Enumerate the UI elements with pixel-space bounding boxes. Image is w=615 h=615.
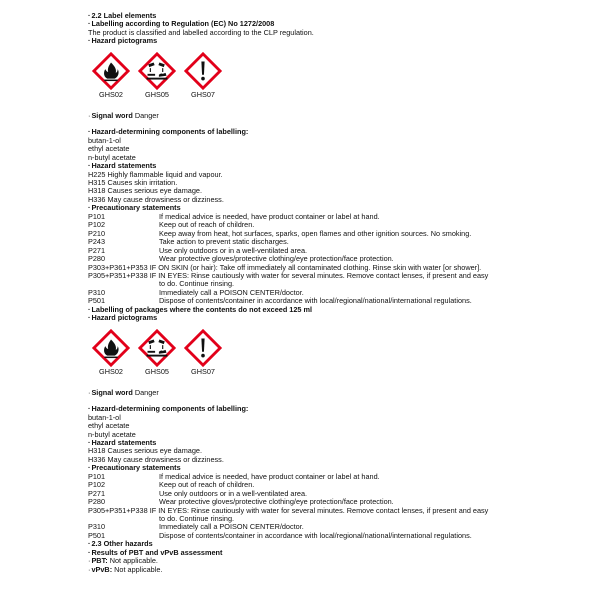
flame-icon	[92, 52, 130, 90]
section-heading-2-2: · 2.2 Label elements	[88, 12, 608, 20]
component-item: n-butyl acetate	[88, 429, 136, 439]
precautionary-text: IF IN EYES: Rinse cautiously with water for several minutes. Remove contact lenses, if present and easy	[149, 505, 489, 515]
pictogram-ghs02	[90, 329, 132, 377]
component-item: ethyl acetate	[88, 421, 130, 431]
labelling-heading: · Labelling according to Regulation (EC) No 1272/2008	[88, 20, 608, 28]
hazard-statement: H318 Causes serious eye damage.	[88, 186, 202, 196]
pictogram-code: GHS05	[145, 89, 169, 99]
precautionary-text: IF ON SKIN (or hair): Take off immediately all contaminated clothing. Rinse skin with water [or shower].	[149, 262, 482, 272]
exclamation-icon	[184, 329, 222, 367]
corrosion-icon	[138, 329, 176, 367]
precautionary-text: Dispose of contents/container in accordance with local/regional/national/international regulations.	[159, 296, 472, 306]
precautionary-text: Wear protective gloves/protective clothing/eye protection/face protection.	[159, 497, 394, 507]
pbt-label: PBT:	[91, 556, 108, 566]
precautionary-code: P101	[88, 211, 106, 221]
hazard-statement: H318 Causes serious eye damage.	[88, 446, 202, 456]
precautionary-row	[88, 532, 608, 540]
sds-page	[88, 12, 608, 574]
exclamation-icon	[184, 52, 222, 90]
pictogram-code: GHS07	[191, 89, 215, 99]
section-heading-2-3: · 2.3 Other hazards	[88, 540, 608, 548]
hazard-statement: H315 Causes skin irritation.	[88, 177, 178, 187]
hazard-heading: · Hazard statements	[88, 162, 608, 170]
precautionary-text: Keep away from heat, hot surfaces, sparks, open flames and other ignition sources. No smoking.	[159, 228, 472, 238]
precautionary-code: P101	[88, 471, 106, 481]
precautionary-code: P243	[88, 237, 106, 247]
small-packages-heading: · Labelling of packages where the contents do not exceed 125 ml	[88, 306, 608, 314]
corrosion-icon	[138, 52, 176, 90]
components-heading: · Hazard-determining components of labelling:	[88, 128, 608, 136]
vpvb-row	[88, 566, 608, 574]
precautionary-code: P305+P351+P338	[88, 270, 148, 280]
precautionary-code: P271	[88, 245, 106, 255]
precautionary-text: IF IN EYES: Rinse cautiously with water for several minutes. Remove contact lenses, if present and easy	[149, 270, 489, 280]
precautionary-code: P305+P351+P338	[88, 505, 148, 515]
precautionary-code: P501	[88, 296, 106, 306]
component-item: butan-1-ol	[88, 135, 121, 145]
hazard-heading: · Hazard statements	[88, 439, 608, 447]
precautionary-code: P280	[88, 497, 106, 507]
precautionary-continuation: to do. Continue rinsing.	[159, 279, 235, 289]
pictogram-ghs07	[182, 329, 224, 377]
pbt-assessment-heading: · Results of PBT and vPvB assessment	[88, 549, 608, 557]
precautionary-text: Wear protective gloves/protective clothing/eye protection/face protection.	[159, 254, 394, 264]
components-heading: · Hazard-determining components of labelling:	[88, 405, 608, 413]
hazard-statement: H336 May cause drowsiness or dizziness.	[88, 194, 224, 204]
pbt-row	[88, 557, 608, 565]
precautionary-text: Keep out of reach of children.	[159, 220, 255, 230]
signal-word	[88, 112, 608, 120]
precautionary-text: Keep out of reach of children.	[159, 480, 255, 490]
signal-word-label: Signal word	[91, 110, 133, 120]
pictogram-row	[90, 329, 608, 377]
precautionary-code: P501	[88, 530, 106, 540]
pictogram-ghs07	[182, 52, 224, 100]
component-item: butan-1-ol	[88, 412, 121, 422]
component-item: n-butyl acetate	[88, 152, 136, 162]
hazard-statement: H336 May cause drowsiness or dizziness.	[88, 454, 224, 464]
precautionary-text: Immediately call a POISON CENTER/doctor.	[159, 287, 304, 297]
pictogram-code: GHS02	[99, 89, 123, 99]
component-item: ethyl acetate	[88, 144, 130, 154]
pictogram-code: GHS07	[191, 366, 215, 376]
pictograms-heading: · Hazard pictograms	[88, 37, 608, 45]
pictogram-ghs05	[136, 52, 178, 100]
precautionary-continuation: to do. Continue rinsing.	[159, 514, 235, 524]
precautionary-text: If medical advice is needed, have product container or label at hand.	[159, 211, 380, 221]
precautionary-text: Use only outdoors or in a well-ventilated area.	[159, 488, 308, 498]
flame-icon	[92, 329, 130, 367]
signal-word-label: Signal word	[91, 387, 133, 397]
precautionary-code: P102	[88, 480, 106, 490]
precautionary-text: Use only outdoors or in a well-ventilated area.	[159, 245, 308, 255]
vpvb-value: Not applicable.	[114, 564, 163, 574]
hazard-statement: H225 Highly flammable liquid and vapour.	[88, 169, 223, 179]
precautionary-text: Immediately call a POISON CENTER/doctor.	[159, 522, 304, 532]
precautionary-code: P271	[88, 488, 106, 498]
precautionary-code: P210	[88, 228, 106, 238]
classified-text: The product is classified and labelled according to the CLP regulation.	[88, 27, 314, 37]
pictogram-code: GHS05	[145, 366, 169, 376]
pbt-value: Not applicable.	[109, 556, 158, 566]
signal-word-value: Danger	[134, 387, 159, 397]
pictogram-ghs02	[90, 52, 132, 100]
pictogram-code: GHS02	[99, 366, 123, 376]
signal-word	[88, 389, 608, 397]
precautionary-code: P310	[88, 522, 106, 532]
pictograms-heading: · Hazard pictograms	[88, 314, 608, 322]
vpvb-label: vPvB:	[91, 564, 113, 574]
pictogram-row	[90, 52, 608, 100]
precautionary-text: Take action to prevent static discharges.	[159, 237, 289, 247]
precautionary-code: P310	[88, 287, 106, 297]
signal-word-value: Danger	[134, 110, 159, 120]
precautionary-text: If medical advice is needed, have product container or label at hand.	[159, 471, 380, 481]
pictogram-ghs05	[136, 329, 178, 377]
precautionary-heading: · Precautionary statements	[88, 464, 608, 472]
precautionary-code: P102	[88, 220, 106, 230]
precautionary-text: Dispose of contents/container in accordance with local/regional/national/international regulations.	[159, 530, 472, 540]
precautionary-code: P303+P361+P353	[88, 262, 148, 272]
precautionary-heading: · Precautionary statements	[88, 204, 608, 212]
precautionary-code: P280	[88, 254, 106, 264]
